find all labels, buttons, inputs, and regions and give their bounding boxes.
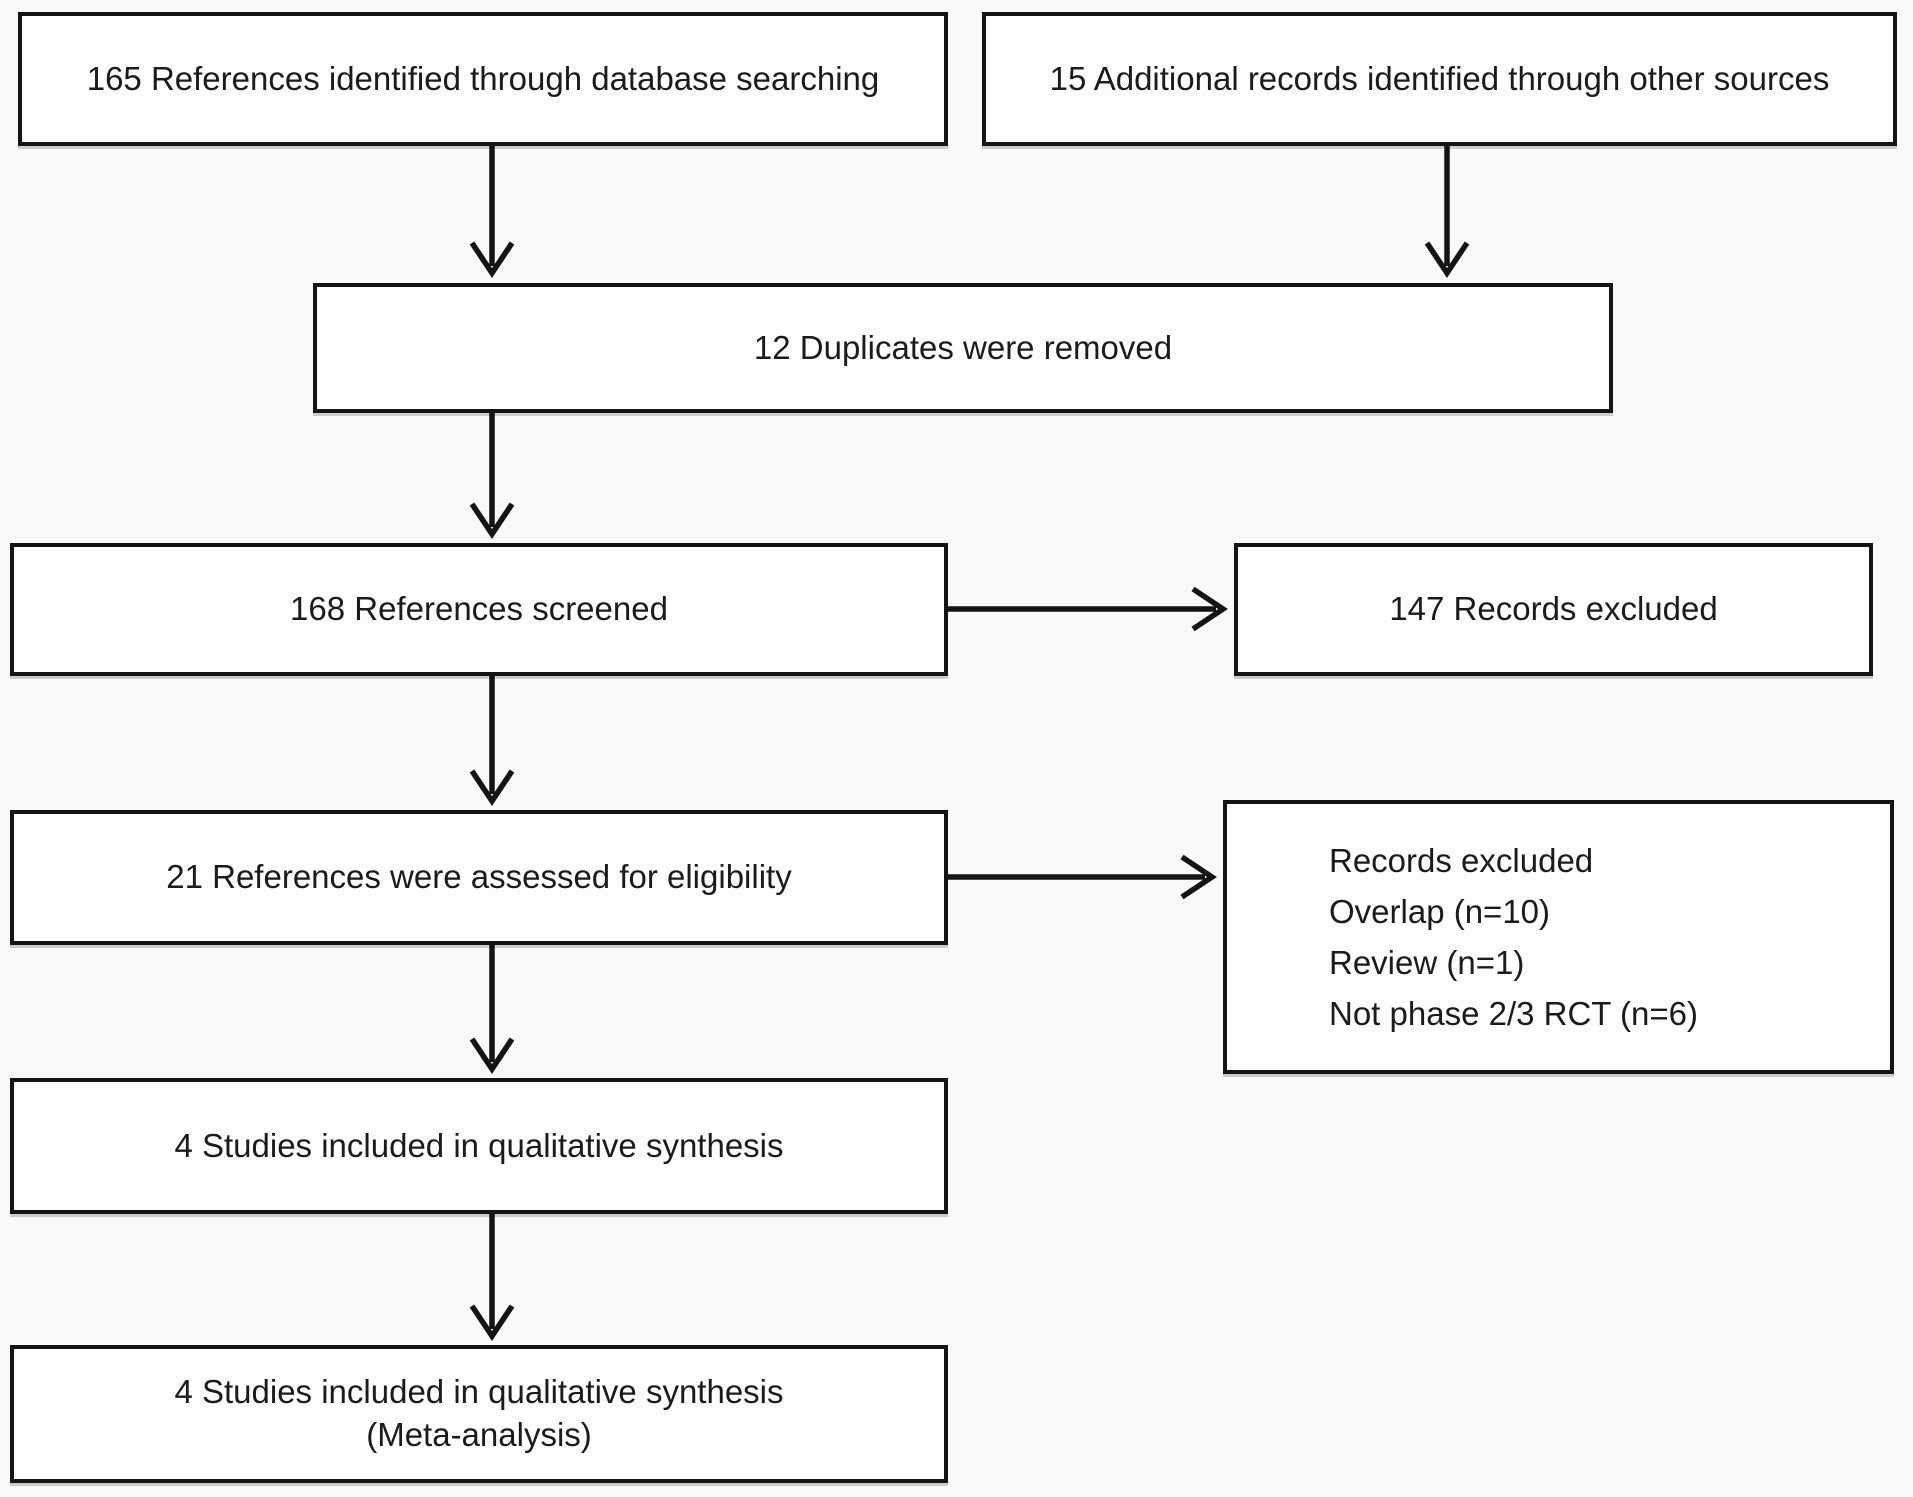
node-duplicates-removed bbox=[313, 283, 1613, 413]
arrow-screened-to-records-excluded bbox=[948, 589, 1223, 629]
excluded-reason-line: Not phase 2/3 RCT (n=6) bbox=[1329, 995, 1698, 1033]
node-records-excluded bbox=[1234, 543, 1873, 676]
arrow-identified-db-to-duplicates bbox=[472, 146, 512, 273]
arrow-qualitative-to-meta-analysis bbox=[472, 1214, 512, 1336]
node-label: 4 Studies included in qualitative synthesis bbox=[174, 1126, 784, 1164]
node-references-identified-database bbox=[18, 12, 948, 146]
node-label: 21 References were assessed for eligibility bbox=[166, 858, 792, 896]
arrow-screened-to-assessed bbox=[472, 676, 512, 801]
excluded-reason-line: Records excluded bbox=[1329, 841, 1594, 879]
node-studies-qualitative-synthesis bbox=[10, 1078, 948, 1214]
node-label: 147 Records excluded bbox=[1389, 590, 1718, 628]
node-label: 165 References identified through database searching bbox=[86, 59, 880, 97]
arrow-duplicates-to-screened bbox=[472, 413, 512, 534]
node-label-line1: 4 Studies included in qualitative synthesis bbox=[174, 1373, 784, 1411]
node-references-screened bbox=[10, 543, 948, 676]
node-label: 15 Additional records identified through other sources bbox=[1049, 59, 1830, 97]
node-records-excluded-reasons bbox=[1223, 800, 1894, 1074]
arrow-assessed-to-excluded-reasons bbox=[948, 857, 1212, 897]
excluded-reason-line: Overlap (n=10) bbox=[1329, 892, 1551, 930]
node-additional-records-other-sources bbox=[982, 12, 1897, 146]
node-label-line2: (Meta-analysis) bbox=[366, 1416, 592, 1453]
node-studies-meta-analysis bbox=[10, 1345, 948, 1483]
arrow-assessed-to-qualitative bbox=[472, 945, 512, 1069]
excluded-reason-line: Review (n=1) bbox=[1329, 944, 1525, 981]
node-references-assessed-eligibility bbox=[10, 810, 948, 945]
node-label: 168 References screened bbox=[290, 590, 668, 628]
node-label: 12 Duplicates were removed bbox=[753, 328, 1173, 366]
arrow-identified-other-to-duplicates bbox=[1427, 146, 1467, 273]
